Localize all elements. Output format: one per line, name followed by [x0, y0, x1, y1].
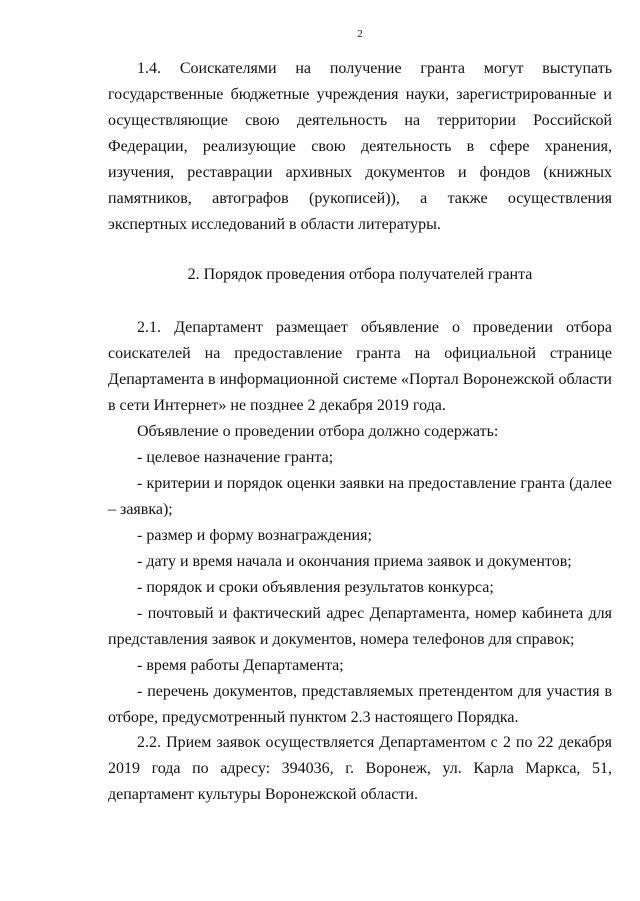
- section-2-heading: 2. Порядок проведения отбора получателей гранта: [187, 266, 533, 283]
- announcement-intro: Объявление о проведении отбора должно содержать:: [137, 423, 499, 440]
- list-item: - перечень документов, представляемых претендентом для участия в отборе, предусмотренный пунктом 2.3 настоящего Порядка.: [108, 683, 612, 726]
- list-item: - порядок и сроки объявления результатов конкурса;: [137, 579, 494, 596]
- paragraph-2-2: 2.2. Прием заявок осуществляется Департаментом с 2 по 22 декабря 2019 года по адресу: 394036, г. Воронеж, ул. Карла Маркса, 51, департамент культуры Воронежской области.: [108, 734, 612, 803]
- list-item: - время работы Департамента;: [137, 657, 344, 674]
- paragraph-2-1: 2.1. Департамент размещает объявление о проведении отбора соискателей на предоставление гранта на официальной странице Департамента в информационной системе «Портал Воронежской области в сети Интернет» не позднее 2 декабря 2019 года.: [108, 319, 612, 414]
- list-item: - почтовый и фактический адрес Департамента, номер кабинета для представления заявок и документов, номера телефонов для справок;: [108, 605, 612, 648]
- page-number: 2: [357, 28, 363, 40]
- list-item: - дату и время начала и окончания приема заявок и документов;: [137, 553, 572, 570]
- paragraph-1-4: 1.4. Соискателями на получение гранта могут выступать государственные бюджетные учреждения науки, зарегистрированные и осуществляющие свою деятельность на территории Российской Федерации, реализующие свою деятельность в сфере хранения, изучения, реставрации архивных документов и фондов (книжных памятников, автографов (рукописей)), а также осуществления экспертных исследований в области литературы.: [108, 60, 612, 233]
- list-item: - критерии и порядок оценки заявки на предоставление гранта (далее – заявка);: [108, 475, 612, 518]
- list-item: - целевое назначение гранта;: [137, 449, 334, 466]
- announcement-requirements-list: [108, 445, 612, 731]
- list-item: - размер и форму вознаграждения;: [137, 527, 372, 544]
